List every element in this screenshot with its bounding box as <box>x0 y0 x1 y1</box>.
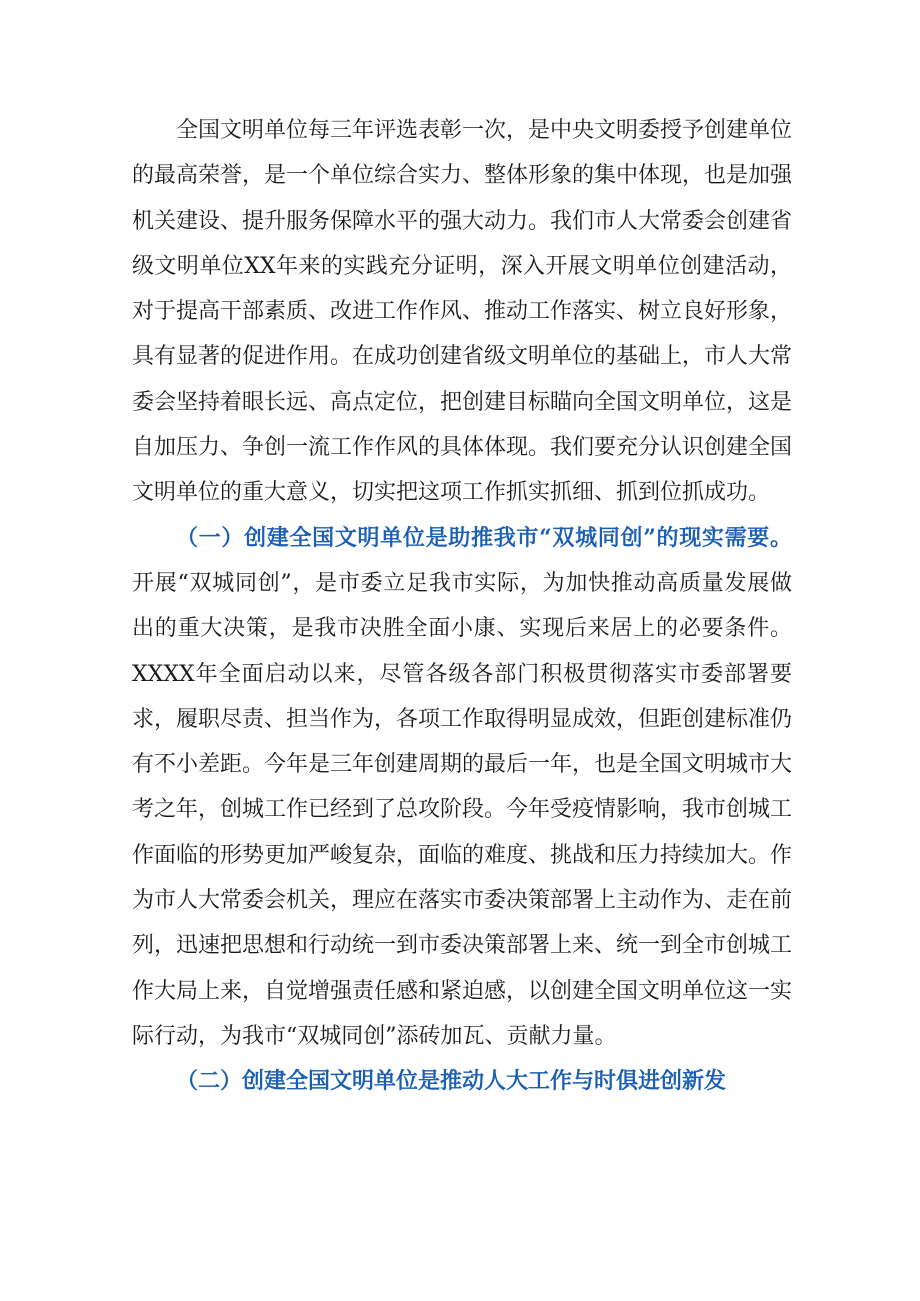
document-body <box>132 108 792 1105</box>
section-2-paragraph <box>132 1059 792 1104</box>
section-1-heading: （一）创建全国文明单位是助推我市“双城同创”的现实需要。 <box>176 524 792 551</box>
intro-paragraph: 全国文明单位每三年评选表彰一次，是中央文明委授予创建单位的最高荣誉，是一个单位综合实力、整体形象的集中体现，也是加强机关建设、提升服务保障水平的强大动力。我们市人大常委会创建省级文明单位XX年来的实践充分证明，深入开展文明单位创建活动，对于提高干部素质、改进工作作风、推动工作落实、树立良好形象，具有显著的促进作用。在成功创建省级文明单位的基础上，市人大常委会坚持着眼长远、高点定位，把创建目标瞄向全国文明单位，这是自加压力、争创一流工作作风的具体体现。我们要充分认识创建全国文明单位的重大意义，切实把这项工作抓实抓细、抓到位抓成功。 <box>132 118 793 506</box>
section-2-heading: （二）创建全国文明单位是推动人大工作与时俱进创新发 <box>176 1068 727 1095</box>
section-1-body: 开展“双城同创”，是市委立足我市实际，为加快推动高质量发展做出的重大决策，是我市决胜全面小康、实现后来居上的必要条件。XXXX年全面启动以来，尽管各级各部门积极贯彻落实市委部署要求，履职尽责、担当作为，各项工作取得明显成效，但距创建标准仍有不小差距。今年是三年创建周期的最后一年，也是全国文明城市大考之年，创城工作已经到了总攻阶段。今年受疫情影响，我市创城工作面临的形势更加严峻复杂，面临的难度、挑战和压力持续加大。作为市人大常委会机关，理应在落实市委决策部署上主动作为、走在前列，迅速把思想和行动统一到市委决策部署上来、统一到全市创城工作大局上来，自觉增强责任感和紧迫感，以创建全国文明单位这一实际行动，为我市“双城同创”添砖加瓦、贡献力量。 <box>132 570 793 1049</box>
section-1-paragraph <box>132 516 792 1060</box>
